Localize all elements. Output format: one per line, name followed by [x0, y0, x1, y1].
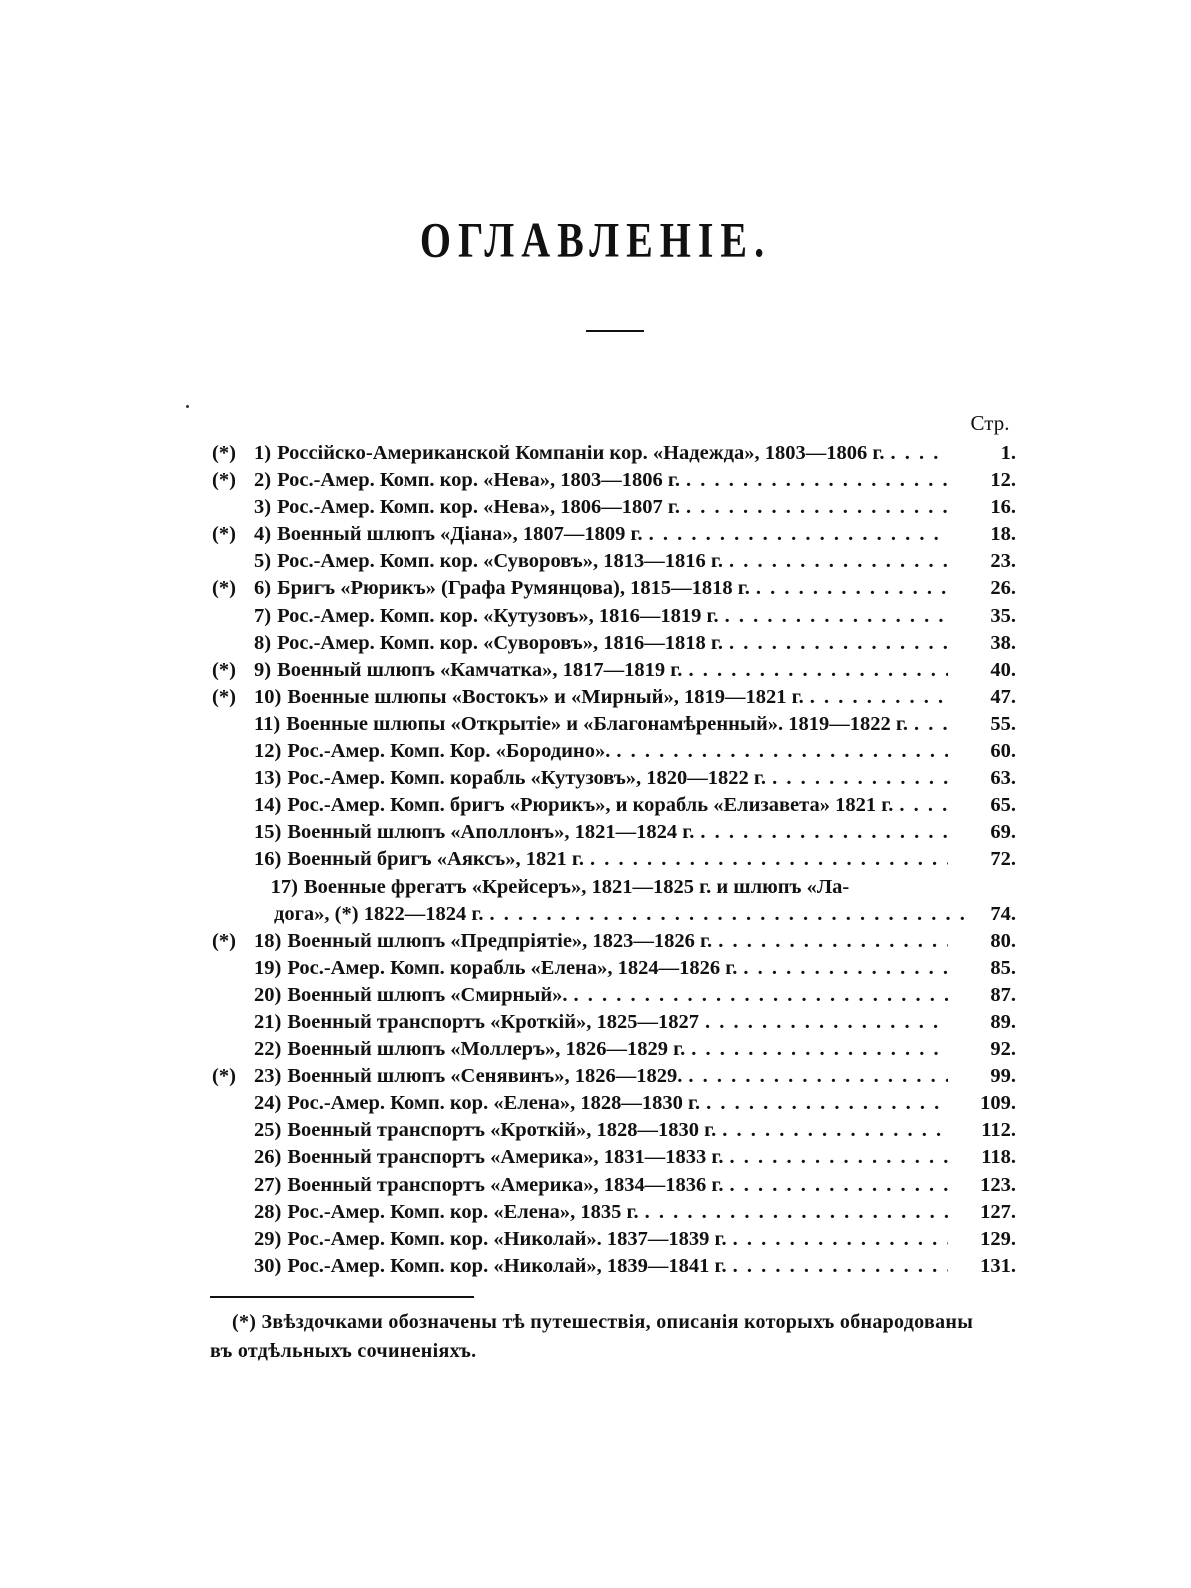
entry-title-cell: [254, 1036, 948, 1063]
toc-entry: [0, 1009, 1191, 1036]
entry-number: 4): [254, 523, 272, 546]
entry-title-cell: [254, 874, 948, 901]
entry-page-number: 80.: [990, 929, 1016, 952]
entry-title: Рос.-Амер. Комп. кор. «Суворовъ», 1816—1818 г.: [277, 631, 723, 654]
dot-leader: [756, 575, 948, 602]
entry-page-number: 129.: [980, 1227, 1016, 1250]
toc-entry: [0, 1063, 1191, 1090]
toc-entry: [0, 792, 1191, 819]
footnote-line-2: въ отдѣльныхъ сочиненіяхъ.: [210, 1340, 477, 1362]
entry-page-number: 16.: [990, 496, 1016, 519]
entry-title: Военный транспортъ «Америка», 1834—1836 г.: [287, 1173, 724, 1196]
dot-leader: [729, 630, 948, 657]
entry-number: 26): [254, 1146, 282, 1169]
toc-entry: [0, 521, 1191, 548]
dot-leader: [691, 1036, 948, 1063]
entry-page-number: 118.: [981, 1146, 1016, 1169]
dot-leader: [688, 1063, 948, 1090]
toc-entry: [0, 765, 1191, 792]
entry-title: Военный шлюпъ «Моллеръ», 1826—1829 г.: [287, 1038, 686, 1061]
toc-entry: [0, 901, 1191, 928]
dot-leader: [729, 1172, 948, 1199]
entry-page-number: 85.: [990, 956, 1016, 979]
entry-title: Военные фрегатъ «Крейсеръ», 1821—1825 г. и шлюпъ «Ла-: [304, 875, 850, 898]
entry-mark: (*): [212, 577, 236, 600]
dot-leader: [686, 494, 948, 521]
entry-title-cell: [254, 1063, 948, 1090]
entry-number: 9): [254, 658, 272, 681]
entry-number: 22): [254, 1038, 282, 1061]
entry-page-number: 26.: [990, 577, 1016, 600]
entry-number: 27): [254, 1173, 282, 1196]
entry-title-cell: [254, 657, 948, 684]
dot-leader: [590, 846, 948, 873]
toc-entry: [0, 928, 1191, 955]
entry-title: Военный транспортъ «Кроткій», 1828—1830 г.: [287, 1119, 717, 1142]
entry-number: 23): [254, 1065, 282, 1088]
entry-number: 2): [254, 469, 272, 492]
entry-title: Военный шлюпъ «Діана», 1807—1809 г.: [277, 523, 643, 546]
entry-page-number: 65.: [990, 794, 1016, 817]
entry-title: Рос.-Амер. Комп. кор. «Николай», 1839—1841 г.: [287, 1254, 727, 1277]
entry-title-cell: [254, 467, 948, 494]
entry-page-number: 60.: [990, 740, 1016, 763]
entry-title-cell: [254, 684, 948, 711]
entry-page-number: 40.: [990, 658, 1016, 681]
dot-leader: [489, 901, 968, 928]
entry-title-cell: [254, 1226, 948, 1253]
dot-leader: [722, 1117, 948, 1144]
toc-entry: [0, 874, 1191, 901]
entry-title: Военный шлюпъ «Камчатка», 1817—1819 г.: [277, 658, 683, 681]
toc-entry: [0, 657, 1191, 684]
entry-page-number: 109.: [980, 1092, 1016, 1115]
dot-leader: [743, 955, 948, 982]
entry-title-cell: [254, 1090, 948, 1117]
entry-number: 24): [254, 1092, 282, 1115]
toc-entry: [0, 1253, 1191, 1280]
dot-leader: [772, 765, 948, 792]
entry-title: Рос.-Амер. Комп. кор. «Нева», 1803—1806 г.: [277, 469, 680, 492]
entry-mark: (*): [212, 929, 236, 952]
dot-leader: [688, 657, 948, 684]
entry-title: Рос.-Амер. Комп. кор. «Нева», 1806—1807 г.: [277, 496, 680, 519]
footnote-divider: [210, 1296, 474, 1298]
dot-leader: [729, 548, 948, 575]
entry-title: Россійско-Американской Компаніи кор. «Надежда», 1803—1806 г.: [277, 442, 885, 464]
entry-page-number: 127.: [980, 1200, 1016, 1223]
dot-leader: [705, 1009, 948, 1036]
toc-entry: [0, 1199, 1191, 1226]
entry-title: Рос.-Амер. Комп. кор. «Николай». 1837—1839 г.: [287, 1227, 727, 1250]
entry-title: Военные шлюпы «Открытіе» и «Благонамѣренный». 1819—1822 г.: [286, 712, 908, 735]
footnote: [210, 1308, 1010, 1366]
dot-leader: [706, 1090, 948, 1117]
entry-title-cell: [254, 1144, 948, 1171]
entry-page-number: 89.: [990, 1010, 1016, 1033]
toc-entry: [0, 440, 1191, 467]
entry-title: Военный шлюпъ «Сенявинъ», 1826—1829.: [287, 1065, 683, 1088]
entry-page-number: 69.: [990, 821, 1016, 844]
entry-number: 11): [254, 712, 281, 735]
toc-entry: [0, 982, 1191, 1009]
entry-title: дога», (*) 1822—1824 г.: [274, 902, 484, 925]
toc-entry: [0, 1144, 1191, 1171]
entry-page-number: 63.: [990, 767, 1016, 790]
entry-title-cell: [254, 955, 948, 982]
entry-number: 6): [254, 577, 272, 600]
entry-mark: (*): [212, 523, 236, 546]
title-divider: [586, 330, 644, 332]
toc-entry: [0, 1117, 1191, 1144]
entry-title: Военный бригъ «Аяксъ», 1821 г.: [287, 848, 585, 871]
entry-title-cell: [254, 440, 948, 467]
entry-number: 3): [254, 496, 272, 519]
toc-entry: [0, 955, 1191, 982]
dot-leader: [725, 603, 948, 630]
entry-mark: (*): [212, 685, 236, 708]
dot-leader: [649, 521, 948, 548]
dot-leader: [700, 819, 948, 846]
entry-number: 8): [254, 631, 272, 654]
entry-number: 13): [254, 767, 282, 790]
entry-title: Рос.-Амер. Комп. корабль «Кутузовъ», 1820—1822 г.: [287, 767, 767, 790]
dot-leader: [718, 928, 948, 955]
entry-number: 19): [254, 956, 282, 979]
entry-title-cell: [254, 982, 948, 1009]
entry-title-cell: [254, 630, 948, 657]
toc-entry: [0, 575, 1191, 602]
entry-title-cell: [254, 1199, 948, 1226]
entry-page-number: 92.: [990, 1038, 1016, 1061]
entry-mark: (*): [212, 469, 236, 492]
entry-title-cell: [254, 1009, 948, 1036]
entry-number: 18): [254, 929, 282, 952]
toc-entry: [0, 684, 1191, 711]
dot-leader: [686, 467, 948, 494]
entry-title: Военный транспортъ «Кроткій», 1825—1827: [287, 1010, 700, 1033]
toc-entry: [0, 1090, 1191, 1117]
entry-title-cell: [254, 846, 948, 873]
entry-number: 14): [254, 794, 282, 817]
entry-title: Бригъ «Рюрикъ» (Графа Румянцова), 1815—1818 г.: [277, 577, 750, 600]
toc-entry: [0, 1226, 1191, 1253]
entry-title: Рос.-Амер. Комп. кор. «Елена», 1835 г.: [287, 1200, 639, 1223]
toc-entry: [0, 819, 1191, 846]
dot-leader: [891, 440, 949, 467]
entry-title: Военный шлюпъ «Предпріятіе», 1823—1826 г.: [287, 929, 713, 952]
entry-title-cell: [254, 548, 948, 575]
entry-number: 21): [254, 1010, 282, 1033]
entry-title: Военный шлюпъ «Смирный».: [287, 983, 568, 1006]
entry-page-number: 1.: [1000, 442, 1016, 464]
entry-title-cell: [254, 711, 948, 738]
entry-number: 30): [254, 1254, 282, 1277]
entry-title-cell: [274, 901, 968, 928]
entry-page-number: 35.: [990, 604, 1016, 627]
entry-mark: (*): [212, 442, 236, 464]
entry-mark: (*): [212, 658, 236, 681]
entry-mark: (*): [212, 1065, 236, 1088]
entry-page-number: 99.: [990, 1065, 1016, 1088]
dot-leader: [616, 738, 948, 765]
entry-page-number: 87.: [990, 983, 1016, 1006]
entry-page-number: 12.: [990, 469, 1016, 492]
dot-leader: [733, 1226, 948, 1253]
entry-title-cell: [254, 521, 948, 548]
dot-leader: [914, 711, 948, 738]
toc-entry: [0, 1036, 1191, 1063]
entry-number: 29): [254, 1227, 282, 1250]
entry-title: Военные шлюпы «Востокъ» и «Мирный», 1819—1821 г.: [287, 685, 804, 708]
entry-page-number: 47.: [990, 685, 1016, 708]
entry-title: Рос.-Амер. Комп. кор. «Кутузовъ», 1816—1819 г.: [277, 604, 719, 627]
entry-title-cell: [254, 1172, 948, 1199]
entry-title-cell: [254, 603, 948, 630]
entry-title-cell: [254, 494, 948, 521]
toc-entry: [0, 711, 1191, 738]
entry-title-cell: [254, 1117, 948, 1144]
toc-entry: [0, 467, 1191, 494]
entry-page-number: 131.: [980, 1254, 1016, 1277]
entry-title-cell: [254, 792, 948, 819]
entry-page-number: 18.: [990, 523, 1016, 546]
toc-entry: [0, 630, 1191, 657]
entry-number: 25): [254, 1119, 282, 1142]
entry-number: 1): [254, 442, 272, 464]
entry-page-number: 74.: [990, 902, 1016, 925]
toc-entry: [0, 738, 1191, 765]
toc-entry: [0, 494, 1191, 521]
entry-page-number: 55.: [990, 712, 1016, 735]
entry-number: 15): [254, 821, 282, 844]
entry-title-cell: [254, 928, 948, 955]
entry-number: 20): [254, 983, 282, 1006]
entry-number: 17): [270, 875, 298, 898]
table-of-contents: [0, 440, 1191, 1280]
dot-leader: [899, 792, 948, 819]
print-speck: [186, 405, 189, 408]
page-title: ОГЛАВЛЕНІЕ.: [419, 211, 772, 268]
dot-leader: [729, 1144, 948, 1171]
entry-title: Рос.-Амер. Комп. кор. «Елена», 1828—1830 г.: [287, 1092, 701, 1115]
entry-page-number: 72.: [990, 848, 1016, 871]
toc-entry: [0, 846, 1191, 873]
entry-title: Военный транспортъ «Америка», 1831—1833 г.: [287, 1146, 724, 1169]
entry-number: 10): [254, 685, 282, 708]
entry-page-number: 112.: [981, 1119, 1016, 1142]
entry-number: 7): [254, 604, 272, 627]
entry-title: Рос.-Амер. Комп. корабль «Елена», 1824—1826 г.: [287, 956, 738, 979]
entry-number: 28): [254, 1200, 282, 1223]
entry-title: Военный шлюпъ «Аполлонъ», 1821—1824 г.: [287, 821, 695, 844]
entry-title: Рос.-Амер. Комп. Кор. «Бородино».: [287, 740, 611, 763]
entry-title: Рос.-Амер. Комп. бригъ «Рюрикъ», и корабль «Елизавета» 1821 г.: [287, 794, 894, 817]
footnote-line-1: (*) Звѣздочками обозначены тѣ путешествія, описанія которыхъ обнародованы: [232, 1311, 974, 1333]
page-column-label: Стр.: [970, 411, 1010, 435]
toc-entry: [0, 1172, 1191, 1199]
entry-page-number: 38.: [990, 631, 1016, 654]
entry-title-cell: [254, 575, 948, 602]
entry-number: 12): [254, 740, 282, 763]
entry-page-number: 23.: [990, 550, 1016, 573]
entry-title-cell: [254, 1253, 948, 1280]
entry-title-cell: [254, 819, 948, 846]
toc-entry: [0, 603, 1191, 630]
dot-leader: [810, 684, 948, 711]
entry-title-cell: [254, 765, 948, 792]
entry-title-cell: [254, 738, 948, 765]
dot-leader: [645, 1199, 948, 1226]
dot-leader: [733, 1253, 948, 1280]
dot-leader: [574, 982, 948, 1009]
entry-number: 5): [254, 550, 272, 573]
toc-entry: [0, 548, 1191, 575]
entry-page-number: 123.: [980, 1173, 1016, 1196]
entry-number: 16): [254, 848, 282, 871]
entry-title: Рос.-Амер. Комп. кор. «Суворовъ», 1813—1816 г.: [277, 550, 723, 573]
